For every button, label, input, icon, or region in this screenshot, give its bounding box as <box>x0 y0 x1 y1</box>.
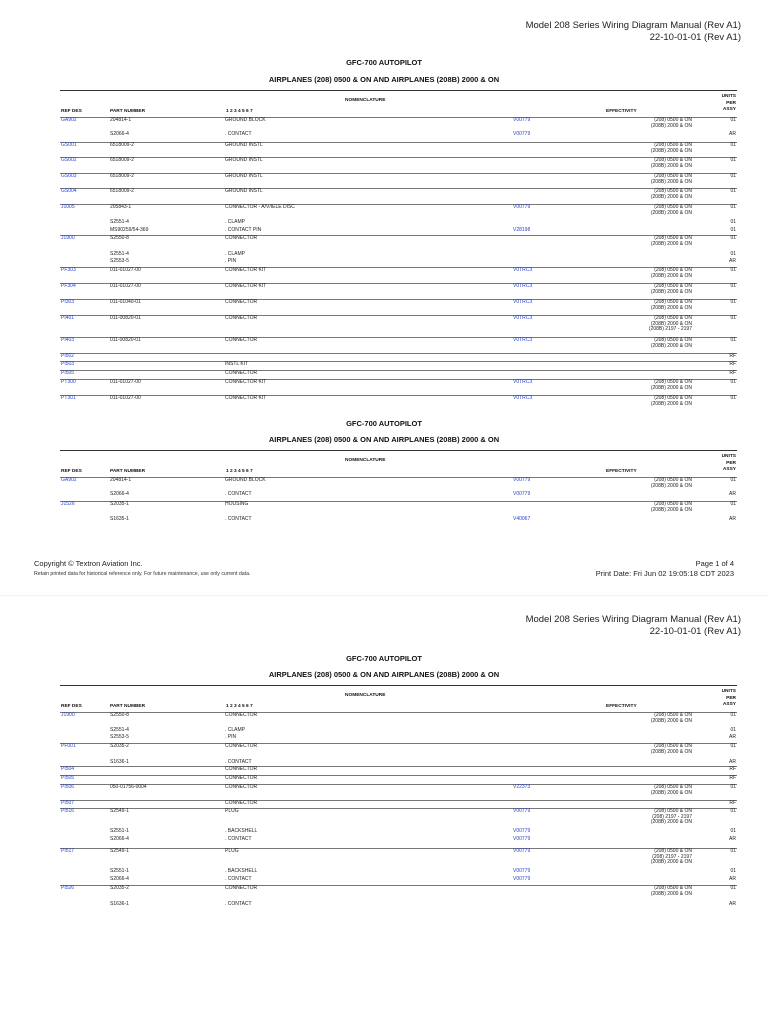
effectivity-line: (208B) 2000 & ON <box>650 506 692 513</box>
ref-des-link[interactable]: GS001 <box>61 142 77 148</box>
part-number: S2553-5 <box>110 734 129 740</box>
col-part-number: PART NUMBER <box>110 704 146 709</box>
units-per-assy: RF <box>729 766 736 772</box>
units-per-assy: 01 <box>730 227 736 233</box>
units-per-assy: 01 <box>730 251 736 257</box>
effectivity-line: (208) 0500 & ON <box>654 379 692 385</box>
effectivity-line: (208) 2197 - 2197 <box>652 853 692 860</box>
part-number: 050-01756-0004 <box>110 784 147 790</box>
nomenclature: INSTL KIT <box>225 361 249 367</box>
units-per-assy: AR <box>729 836 736 842</box>
part-number: 011-00820-01 <box>110 337 141 343</box>
col-nomenclature: NOMENCLATURE <box>345 98 386 103</box>
units-per-assy: 01 <box>730 868 736 874</box>
col-indent-levels: 1 2 3 4 5 6 7 <box>226 704 253 709</box>
vendor-code-link[interactable]: V00779 <box>513 131 531 137</box>
vendor-code-link[interactable]: V00779 <box>513 808 531 814</box>
part-number: 6518009-2 <box>110 173 134 179</box>
nomenclature: GROUND BLOCK <box>225 117 266 123</box>
ref-des-link[interactable]: PT301 <box>61 395 76 401</box>
effectivity-line: (208) 2197 - 2197 <box>652 813 692 820</box>
effectivity-line: (208) 0500 & ON <box>654 848 692 854</box>
effectivity-line: (208) 0500 & ON <box>654 117 692 123</box>
row-rule <box>60 784 737 785</box>
row-rule <box>60 800 737 801</box>
effectivity-line: (208) 0500 & ON <box>654 808 692 814</box>
units-per-assy: 01 <box>730 267 736 273</box>
vendor-code-link[interactable]: V00779 <box>513 848 531 854</box>
ref-des-link[interactable]: PI506 <box>61 784 75 790</box>
nomenclature: CONNECTOR <box>225 775 258 781</box>
nomenclature: . CONTACT <box>225 876 252 882</box>
units-per-assy: RF <box>729 800 736 806</box>
ref-des-link[interactable]: PI517 <box>61 848 75 854</box>
nomenclature: CONNECTOR <box>225 885 258 891</box>
nomenclature: HOUSING <box>225 501 249 507</box>
units-per-assy: 01 <box>730 712 736 718</box>
vendor-code-link[interactable]: V0TRC3 <box>513 283 533 289</box>
ref-des-link[interactable]: GS002 <box>61 157 77 163</box>
units-per-assy: AR <box>729 734 736 740</box>
col-indent-levels: 1 2 3 4 5 6 7 <box>226 109 253 114</box>
units-per-assy: 01 <box>730 188 736 194</box>
ref-des-link[interactable]: GS003 <box>61 173 77 179</box>
row-rule <box>60 712 737 713</box>
part-number: S2551-1 <box>110 828 129 834</box>
vendor-code-link[interactable]: V0TRC3 <box>513 379 533 385</box>
vendor-code-link[interactable]: V22373 <box>513 784 531 790</box>
nomenclature: CONNECTOR <box>225 299 258 305</box>
col-part-number: PART NUMBER <box>110 469 146 474</box>
part-number: S2550-8 <box>110 712 129 718</box>
part-number: S2553-5 <box>110 258 129 264</box>
vendor-code-link[interactable]: V40067 <box>513 516 531 522</box>
manual-ref: 22-10-01-01 (Rev A1) <box>649 32 741 43</box>
effectivity-line: (208B) 2000 & ON <box>650 482 692 489</box>
section-title-2: GFC-700 AUTOPILOT <box>346 419 422 428</box>
manual-title: Model 208 Series Wiring Diagram Manual (Rev A1) <box>525 20 741 31</box>
col-ref-des: REF DES <box>61 704 82 709</box>
nomenclature: . CLAMP <box>225 219 246 225</box>
effectivity-line: (208B) 2000 & ON <box>650 240 692 247</box>
part-number: S2066-4 <box>110 876 129 882</box>
nomenclature: GROUND INSTL <box>225 188 263 194</box>
effectivity-line: (208B) 2000 & ON <box>650 717 692 724</box>
part-number: 205843-1 <box>110 204 132 210</box>
part-number: S2066-4 <box>110 836 129 842</box>
row-rule <box>60 808 737 809</box>
table-header-3 <box>0 689 768 711</box>
part-number: S2551-4 <box>110 219 129 225</box>
effectivity-line: (208) 0500 & ON <box>654 267 692 273</box>
units-per-assy: AR <box>729 516 736 522</box>
effectivity-line: (208B) 2000 & ON <box>650 209 692 216</box>
ref-des-link[interactable]: PF303 <box>61 267 76 273</box>
part-number: 011-01027-00 <box>110 267 141 273</box>
effectivity-line: (208B) 2000 & ON <box>650 400 692 407</box>
manual-ref: 22-10-01-01 (Rev A1) <box>649 626 741 637</box>
part-number: 011-00820-01 <box>110 315 141 321</box>
vendor-code-link[interactable]: V0TRC3 <box>513 299 533 305</box>
vendor-code-link[interactable]: V00779 <box>513 836 531 842</box>
nomenclature: CONNECTOR <box>225 315 258 321</box>
units-per-assy: 01 <box>730 743 736 749</box>
nomenclature: . CONTACT <box>225 901 252 907</box>
units-per-assy: AR <box>729 258 736 264</box>
effectivity-line: (208) 0500 & ON <box>654 235 692 241</box>
col-units: UNITS PER ASSY <box>721 94 736 112</box>
units-per-assy: 01 <box>730 173 736 179</box>
units-per-assy: 01 <box>730 219 736 225</box>
effectivity <box>651 744 692 755</box>
nomenclature: . PIN <box>225 258 237 264</box>
effectivity-line: (208B) 2000 & ON <box>650 890 692 897</box>
row-rule <box>60 885 737 886</box>
effectivity-line: (208) 0500 & ON <box>654 501 692 507</box>
part-number: 011-01027-00 <box>110 283 141 289</box>
ref-des-link[interactable]: PI403 <box>61 337 75 343</box>
nomenclature: . CLAMP <box>225 727 246 733</box>
units-per-assy: 01 <box>730 395 736 401</box>
print-date: Print Date: Fri Jun 02 19:05:18 CDT 2023 <box>595 569 734 578</box>
ref-des-link[interactable]: PI401 <box>61 315 75 321</box>
nomenclature: GROUND INSTL <box>225 157 263 163</box>
ref-des-link[interactable]: PF304 <box>61 283 76 289</box>
units-per-assy: RF <box>729 775 736 781</box>
col-units: UNITS PER ASSY <box>721 454 736 472</box>
effectivity-line: (208B) 2000 & ON <box>650 162 692 169</box>
vendor-code-link[interactable]: V0TRC3 <box>513 267 533 273</box>
part-number: 204814-1 <box>110 117 132 123</box>
vendor-code-link[interactable]: V28198 <box>513 227 531 233</box>
effectivity-line: (208) 0500 & ON <box>654 204 692 210</box>
nomenclature: CONNECTOR KIT <box>225 283 267 289</box>
units-per-assy: 01 <box>730 117 736 123</box>
part-number: 204814-1 <box>110 477 132 483</box>
part-number: S2066-4 <box>110 491 129 497</box>
units-per-assy: AR <box>729 491 736 497</box>
nomenclature: GROUND INSTL <box>225 173 263 179</box>
col-effectivity: EFFECTIVITY <box>606 704 637 709</box>
section-title-3: GFC-700 AUTOPILOT <box>346 654 422 663</box>
units-per-assy: 01 <box>730 283 736 289</box>
ref-des-link[interactable]: PI526 <box>61 885 75 891</box>
units-per-assy: 01 <box>730 204 736 210</box>
effectivity-line: (208B) 2000 & ON <box>650 304 692 311</box>
effectivity-line: (208) 0500 & ON <box>654 157 692 163</box>
units-per-assy: 01 <box>730 315 736 321</box>
vendor-code-link[interactable]: V00779 <box>513 204 531 210</box>
units-per-assy: 01 <box>730 379 736 385</box>
part-number: 011-01040-01 <box>110 299 141 305</box>
ref-des-link[interactable]: PI503 <box>61 361 75 367</box>
vendor-code-link[interactable]: V00779 <box>513 868 531 874</box>
ref-des-link[interactable]: PI504 <box>61 766 75 772</box>
effectivity-line: (208B) 2000 & ON <box>650 122 692 129</box>
units-per-assy: 01 <box>730 828 736 834</box>
nomenclature: CONNECTOR <box>225 784 258 790</box>
col-effectivity: EFFECTIVITY <box>606 109 637 114</box>
effectivity-line: (208) 0500 & ON <box>654 299 692 305</box>
vendor-code-link[interactable]: V0TRC3 <box>513 337 533 343</box>
ref-des-link[interactable]: J1526 <box>61 501 75 507</box>
effectivity-line: (208) 0500 & ON <box>654 283 692 289</box>
nomenclature: CONNECTOR KIT <box>225 395 267 401</box>
units-per-assy: RF <box>729 370 736 376</box>
effectivity-line: (208) 0500 & ON <box>654 188 692 194</box>
units-per-assy: 01 <box>730 235 736 241</box>
effectivity-line: (208) 0500 & ON <box>654 743 692 749</box>
col-indent-levels: 1 2 3 4 5 6 7 <box>226 469 253 474</box>
nomenclature: CONNECTOR KIT <box>225 379 267 385</box>
units-per-assy: 01 <box>730 477 736 483</box>
nomenclature: CONNECTOR <box>225 712 258 718</box>
nomenclature: . CONTACT <box>225 491 252 497</box>
col-part-number: PART NUMBER <box>110 109 146 114</box>
ref-des-link[interactable]: PF001 <box>61 743 76 749</box>
effectivity-line: (208B) 2000 & ON <box>650 384 692 391</box>
part-number: S2035-1 <box>110 501 129 507</box>
effectivity-line: (208) 0500 & ON <box>654 142 692 148</box>
vendor-code-link[interactable]: V00779 <box>513 828 531 834</box>
units-per-assy: 01 <box>730 727 736 733</box>
nomenclature: . CLAMP <box>225 251 246 257</box>
ref-des-link[interactable]: GA902 <box>61 477 77 483</box>
section-subtitle-3: AIRPLANES (208) 0500 & ON AND AIRPLANES (208B) 2000 & ON <box>268 670 500 679</box>
nomenclature: CONNECTOR - A/V/IELE DISC <box>225 204 295 210</box>
part-number: S2551-4 <box>110 727 129 733</box>
row-rule <box>60 848 737 849</box>
row-rule <box>60 743 737 744</box>
effectivity-line: (208) 0500 & ON <box>654 395 692 401</box>
table-top-rule-3 <box>60 685 737 686</box>
units-per-assy: 01 <box>730 157 736 163</box>
effectivity-line: (208B) 2197 - 2197 <box>648 326 692 332</box>
part-number: 6518009-2 <box>110 142 134 148</box>
section-subtitle: AIRPLANES (208) 0500 & ON AND AIRPLANES (208B) 2000 & ON <box>268 75 500 84</box>
part-number: 6518009-2 <box>110 188 134 194</box>
vendor-code-link[interactable]: V00779 <box>513 477 531 483</box>
vendor-code-link[interactable]: V0TRC3 <box>513 395 533 401</box>
nomenclature: . CONTACT <box>225 836 252 842</box>
units-per-assy: 01 <box>730 885 736 891</box>
effectivity-line: (208) 0500 & ON <box>654 885 692 891</box>
nomenclature: . BACKSHELL <box>225 828 258 834</box>
effectivity-line: (208) 0500 & ON <box>654 173 692 179</box>
vendor-code-link[interactable]: V00779 <box>513 876 531 882</box>
part-number: S2066-4 <box>110 131 129 137</box>
units-per-assy: 01 <box>730 337 736 343</box>
part-number: S2035-2 <box>110 885 129 891</box>
vendor-code-link[interactable]: V00779 <box>513 117 531 123</box>
part-number: S2550-8 <box>110 235 129 241</box>
col-ref-des: REF DES <box>61 469 82 474</box>
col-units: UNITS PER ASSY <box>721 689 736 707</box>
ref-des-link[interactable]: PT300 <box>61 379 76 385</box>
ref-des-link[interactable]: GA902 <box>61 117 77 123</box>
units-per-assy: 01 <box>730 848 736 854</box>
ref-des-link[interactable]: PI507 <box>61 800 75 806</box>
nomenclature: GROUND BLOCK <box>225 477 266 483</box>
nomenclature: . CONTACT <box>225 759 252 765</box>
effectivity-line: (208) 0500 & ON <box>654 477 692 483</box>
nomenclature: GROUND INSTL <box>225 142 263 148</box>
effectivity-line: (208B) 2000 & ON <box>650 272 692 279</box>
effectivity-line: (208B) 2000 & ON <box>650 789 692 796</box>
effectivity <box>651 809 692 826</box>
ref-des-link[interactable]: PI516 <box>61 808 75 814</box>
part-number: S2551-4 <box>110 251 129 257</box>
ref-des-link[interactable]: PI505 <box>61 775 75 781</box>
part-number: S2549-1 <box>110 848 129 854</box>
manual-title: Model 208 Series Wiring Diagram Manual (Rev A1) <box>525 614 741 625</box>
section-title: GFC-700 AUTOPILOT <box>346 58 422 67</box>
retention-note: Retain printed data for historical reference only. For future maintenance, use only current data. <box>34 571 251 577</box>
copyright: Copyright © Textron Aviation Inc. <box>34 559 143 568</box>
units-per-assy: AR <box>729 131 736 137</box>
nomenclature: CONNECTOR <box>225 235 258 241</box>
col-effectivity: EFFECTIVITY <box>606 469 637 474</box>
nomenclature: . PIN <box>225 734 237 740</box>
part-number: S1636-1 <box>110 901 129 907</box>
effectivity <box>651 849 692 866</box>
effectivity-line: (208B) 2000 & ON <box>650 748 692 755</box>
part-number: S1635-1 <box>110 516 129 522</box>
effectivity-line: (208B) 2000 & ON <box>650 819 692 825</box>
effectivity-line: (208) 0500 & ON <box>654 315 692 321</box>
doc-header-2 <box>526 614 741 638</box>
effectivity-line: (208) 0500 & ON <box>654 784 692 790</box>
nomenclature: CONNECTOR <box>225 766 258 772</box>
units-per-assy: RF <box>729 361 736 367</box>
page-number: Page 1 of 4 <box>695 559 734 568</box>
effectivity-line: (208B) 2000 & ON <box>650 320 692 327</box>
col-nomenclature: NOMENCLATURE <box>345 693 386 698</box>
part-number: 6518009-2 <box>110 157 134 163</box>
effectivity <box>651 713 692 724</box>
part-number: S2551-1 <box>110 868 129 874</box>
effectivity-line: (208) 0500 & ON <box>654 337 692 343</box>
units-per-assy: 01 <box>730 142 736 148</box>
part-number: S2035-2 <box>110 743 129 749</box>
part-number: 011-01027-00 <box>110 395 141 401</box>
section-subtitle-2: AIRPLANES (208) 0500 & ON AND AIRPLANES (208B) 2000 & ON <box>268 435 500 444</box>
ref-des-link[interactable]: GS004 <box>61 188 77 194</box>
ref-des-link[interactable]: J1005 <box>61 204 75 210</box>
nomenclature: CONNECTOR <box>225 800 258 806</box>
effectivity-line: (208B) 2000 & ON <box>650 288 692 295</box>
units-per-assy: 01 <box>730 299 736 305</box>
ref-des-link[interactable]: PI502 <box>61 353 75 359</box>
part-number: S1636-1 <box>110 759 129 765</box>
units-per-assy: AR <box>729 759 736 765</box>
vendor-code-link[interactable]: V00779 <box>513 491 531 497</box>
effectivity-line: (208B) 2000 & ON <box>650 178 692 185</box>
effectivity-line: (208B) 2000 & ON <box>650 147 692 154</box>
nomenclature: CONNECTOR <box>225 337 258 343</box>
units-per-assy: 01 <box>730 501 736 507</box>
effectivity-line: (208B) 2000 & ON <box>650 859 692 865</box>
nomenclature: CONNECTOR <box>225 743 258 749</box>
ref-des-link[interactable]: PI505 <box>61 370 75 376</box>
part-number: MS90259/54-369 <box>110 227 149 233</box>
effectivity <box>651 886 692 897</box>
effectivity-line: (208) 0500 & ON <box>654 712 692 718</box>
units-per-assy: 01 <box>730 784 736 790</box>
nomenclature: CONNECTOR <box>225 370 258 376</box>
effectivity-line: (208B) 2000 & ON <box>650 193 692 200</box>
nomenclature: . CONTACT <box>225 131 252 137</box>
nomenclature: . CONTACT <box>225 516 252 522</box>
vendor-code-link[interactable]: V0TRC3 <box>513 315 533 321</box>
col-nomenclature: NOMENCLATURE <box>345 458 386 463</box>
nomenclature: . CONTACT PIN <box>225 227 262 233</box>
ref-des-link[interactable]: J1900 <box>61 235 75 241</box>
row-rule <box>60 766 737 767</box>
units-per-assy: 01 <box>730 808 736 814</box>
part-number: 011-01027-00 <box>110 379 141 385</box>
row-rule <box>60 775 737 776</box>
part-number: S2549-1 <box>110 808 129 814</box>
nomenclature: . BACKSHELL <box>225 868 258 874</box>
nomenclature: PLUG <box>225 848 239 854</box>
units-per-assy: AR <box>729 876 736 882</box>
ref-des-link[interactable]: PI303 <box>61 299 75 305</box>
units-per-assy: RF <box>729 353 736 359</box>
nomenclature: PLUG <box>225 808 239 814</box>
effectivity-line: (208B) 2000 & ON <box>650 342 692 349</box>
ref-des-link[interactable]: J1900 <box>61 712 75 718</box>
effectivity <box>651 785 692 796</box>
col-ref-des: REF DES <box>61 109 82 114</box>
units-per-assy: AR <box>729 901 736 907</box>
nomenclature: CONNECTOR KIT <box>225 267 267 273</box>
